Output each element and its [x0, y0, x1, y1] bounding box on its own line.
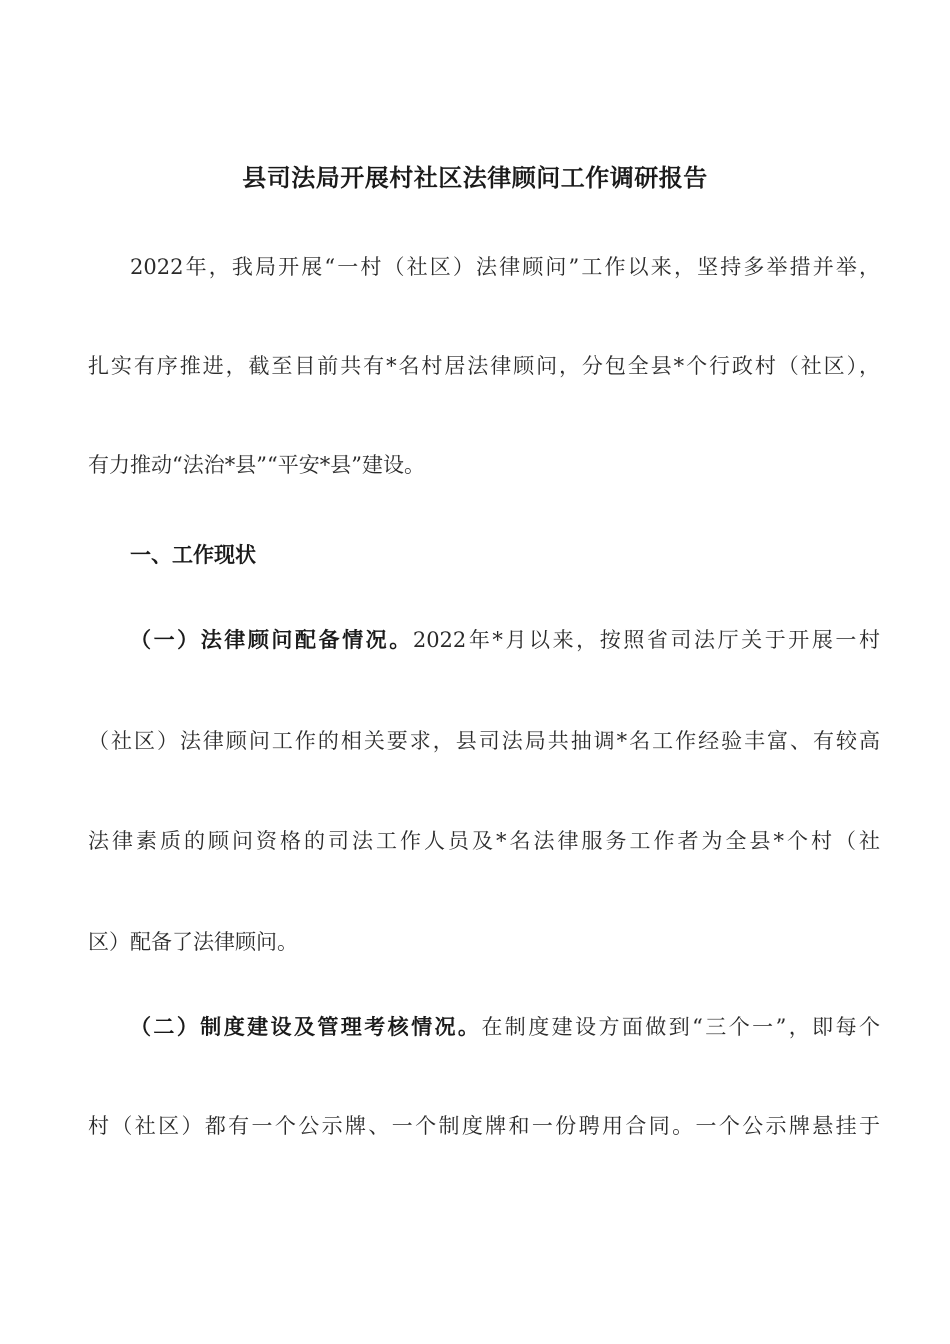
intro-line-1: 2022年，我局开展“一村（社区）法律顾问”工作以来，坚持多举措并举，	[130, 255, 880, 279]
intro-line-2: 扎实有序推进，截至目前共有*名村居法律顾问，分包全县*个行政村（社区），	[88, 354, 880, 378]
sub2-lead: （二）制度建设及管理考核情况。	[130, 1015, 482, 1039]
sub1-line-1-text: 2022年*月以来，按照省司法厅关于开展一村	[412, 628, 880, 652]
sub1-line-4: 区）配备了法律顾问。	[88, 930, 298, 954]
intro-line-3: 有力推动“法治*县”“平安*县”建设。	[88, 453, 425, 477]
sub1-line-3: 法律素质的顾问资格的司法工作人员及*名法律服务工作者为全县*个村（社	[88, 829, 880, 853]
sub1-line-2: （社区）法律顾问工作的相关要求，县司法局共抽调*名工作经验丰富、有较高	[88, 729, 880, 753]
sub2-line-1-text: 在制度建设方面做到“三个一”，即每个	[481, 1015, 880, 1039]
sub2-line-2: 村（社区）都有一个公示牌、一个制度牌和一份聘用合同。一个公示牌悬挂于	[88, 1114, 880, 1138]
sub1-line-1	[88, 624, 880, 656]
document-title: 县司法局开展村社区法律顾问工作调研报告	[242, 164, 708, 192]
sub2-line-1	[88, 1011, 880, 1043]
section-heading: 一、工作现状	[130, 543, 256, 567]
sub1-lead: （一）法律顾问配备情况。	[130, 628, 413, 652]
